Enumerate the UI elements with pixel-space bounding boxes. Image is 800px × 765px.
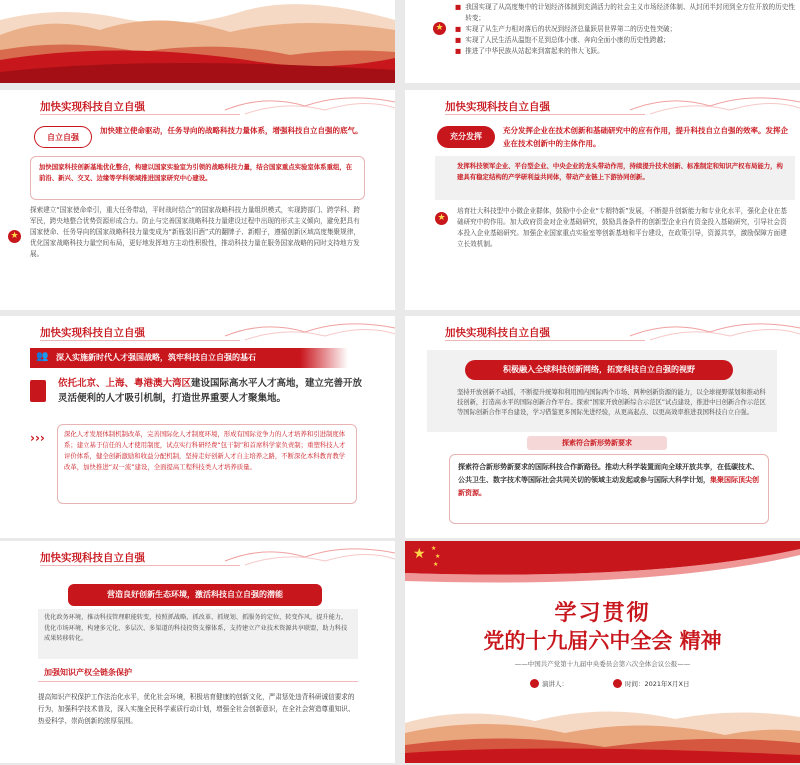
mountain-landscape-image (0, 0, 395, 83)
banner: 营造良好创新生态环境，激活科技自立自强的潜能 (68, 584, 322, 606)
slide-talent[interactable] (0, 316, 395, 538)
subtitle: ——中国共产党第十九届中央委员会第六次全体会议公报—— (514, 660, 691, 668)
slide-enterprise[interactable] (405, 90, 800, 310)
building-icon (30, 380, 46, 402)
lead-text: 加快建立使命驱动，任务导向的战略科技力量体系，增强科技自立自强的底气。 (100, 126, 363, 135)
divider (38, 681, 358, 682)
slide-header: 加快实现科技自立自强 (40, 327, 145, 339)
tag-full-play: 充分发挥 (437, 126, 495, 148)
cloud-pattern-decoration (610, 316, 800, 344)
star-icon: ★ (431, 545, 437, 552)
user-icon (530, 679, 539, 688)
red-wave-decoration (405, 541, 800, 601)
body-text: 提高知识产权保护工作法治化水平，优化社会环境，积极培育健康的创新文化，严肃惩处违背科研诚信要求的行为，加强科学技术普及，深入实施全民科学素质行动计划，增强全社会创新意识，在全社会营造尊重知识、热爱科学、崇尚创新的浓厚氛围。 (38, 693, 355, 725)
slide-header: 加快实现科技自立自强 (40, 101, 145, 113)
title-line-2: 党的十九届六中全会 精神 (483, 629, 722, 653)
headline: 依托北京、上海、粤港澳大湾区建设国际高水平人才高地，建立完善开放灵活便利的人才吸引机制，打造世界重要人才聚集地。 (58, 378, 363, 404)
slide-achievements-partial[interactable] (405, 0, 800, 83)
time-field: 时间：2021年X月X日 (613, 679, 689, 688)
slide-header: 加快实现科技自立自强 (445, 327, 550, 339)
bullet-list (455, 2, 795, 57)
body-text: 探索建立“国家使命牵引，重大任务带动，平时战时结合”的国家战略科技力量组织模式，实现跨部门、跨学科、跨军民，跨央地整合优势资源形成合力。防止与完善国家战略科技力量建设过程中出现的形式主义倾向，避免把具有国家使命、任务导向的国家战略科技力量变成为“新瓶装旧酒”式的翻牌子、新帽子，遵循创新区域高度集聚规律，优化国家战略科技力量空间布局，更好地发挥地方主动性积极性，推动科技力量在服务国家战略的同时支持地方发展。 (30, 206, 360, 258)
subheading: 加强知识产权全链条保护 (44, 668, 132, 677)
slide-global[interactable] (405, 316, 800, 538)
people-icon: 👥 (36, 351, 49, 362)
body-text: 坚持开放创新不动摇，不断提升统筹和利用国内国际两个市场、两种创新资源的能力，以全球视野谋划和推动科技创新，打造高水平的国际创新合作平台。探索“国家开放创新综合示范区”试点建设，推进中日创新合作示范区等国际创新合作平台建设，学习借鉴更多国际先进经验，从更高起点、以更高效率推进我国科技自立自强。 (457, 389, 766, 416)
slide-header: 加快实现科技自立自强 (40, 552, 145, 564)
lead-text: 充分发挥企业在技术创新和基础研究中的应有作用，提升科技自立自强的效率。发挥企业在技术创新中的主体作用。 (503, 126, 788, 148)
cloud-pattern-decoration (610, 90, 800, 118)
star-icon: ★ (433, 561, 439, 568)
list-item: ■ 实现了人民生活从温饱不足到总体小康、奔向全面小康的历史性跨越； (455, 36, 670, 44)
star-icon: ★ (8, 230, 21, 243)
slide-cover-partial[interactable] (0, 0, 395, 83)
body-text: 培育壮大科技型中小微企业群体，鼓励中小企业“专精特新”发展，不断提升创新能力和专业化水平，强化企业在基础研究中的作用。加大政府资金对企业基础研究，鼓励具备条件的创新型企业自有资金投入基础研究，引导社会资本投入企业基础研究。加强企业国家重点实验室等创新基地和平台建设，在政策引导，资源共享，激励保障方面建立长效机制。 (457, 207, 787, 248)
list-item: ■ 推进了中华民族从站起来到富起来的伟大飞跃。 (455, 47, 604, 55)
speaker-field: 演讲人： (530, 679, 568, 688)
slide-title[interactable] (405, 541, 800, 763)
clock-icon (613, 679, 622, 688)
title-line-1: 学习贯彻 (554, 601, 651, 626)
cloud-pattern-decoration (205, 316, 395, 344)
highlight-box: 发挥科技领军企业、平台型企业、中央企业的龙头带动作用，持续提升技术创新、标准制定和知识产权布局能力，构建具有稳定结构的产学研利益共同体，带动产业链上下游协同创新。 (435, 156, 795, 200)
highlight-box: 探索符合新形势新要求的国际科技合作新路径。推动大科学装置面向全球开放共享，在低碳技术、公共卫生、数字技术等国际社会共同关切的领域主动发起或参与国际大科学计划，集聚国际顶尖创新资源。 (449, 454, 769, 524)
star-icon: ★ (433, 22, 446, 35)
highlight-box: 深化人才发展体制机制改革，完善国际化人才制度环境，形成有国际竞争力的人才培养和引进制度体系；建立基于信任的人才使用制度，试点实行科研经费“包干制”和首席科学家负责制；重塑科技人才评价体系，健全创新激励和收益分配机制，坚持走好创新人才自主培养之路，不断深化本科教育教学改革，加快推进“双一流”建设，全面提高工程科技类人才培养质量。 (57, 424, 357, 504)
star-icon: ★ (413, 546, 426, 562)
cloud-pattern-decoration (205, 90, 395, 118)
slide-ecosystem[interactable] (0, 541, 395, 763)
list-item: ■ 我国实现了从高度集中的计划经济体制到充满活力的社会主义市场经济体制、从封闭半封闭到全方位开放的历史性转变； (455, 3, 795, 22)
star-icon: ★ (435, 212, 448, 225)
cloud-pattern-decoration (205, 541, 395, 569)
chevrons-icon: ››› (30, 431, 45, 445)
banner: 积极融入全球科技创新网络，拓宽科技自立自强的视野 (465, 360, 733, 380)
banner: 👥 深入实施新时代人才强国战略，筑牢科技自立自强的基石 (30, 348, 348, 368)
tag-self-reliance: 自立自强 (34, 126, 92, 148)
slide-self-reliance[interactable] (0, 90, 395, 310)
highlight-box: 加快国家科技创新基地优化整合，构建以国家实验室为引领的战略科技力量，结合国家重点实验室体系重组，在前沿、新兴、交叉、边缘等学科领域推进国家研究中心建设。 (30, 156, 365, 200)
list-item: ■ 实现了从生产力相对落后的状况到经济总量跃居世界第二的历史性突破； (455, 25, 677, 33)
grey-panel: 优化政务环境，推动科技管理职能转变，按照抓战略、抓改革、抓规划、抓服务的定位，转变作风，提升能力，优化市场环境，构建多元化、多层次、多渠道的科技投资支撑体系，支持建立产业技术资源共享联盟，助力科技成果转移转化。 (38, 609, 358, 659)
sub-pill: 探索符合新形势新要求 (527, 436, 667, 450)
mountain-landscape-image (405, 693, 800, 763)
slide-header: 加快实现科技自立自强 (445, 101, 550, 113)
star-icon: ★ (435, 553, 441, 560)
